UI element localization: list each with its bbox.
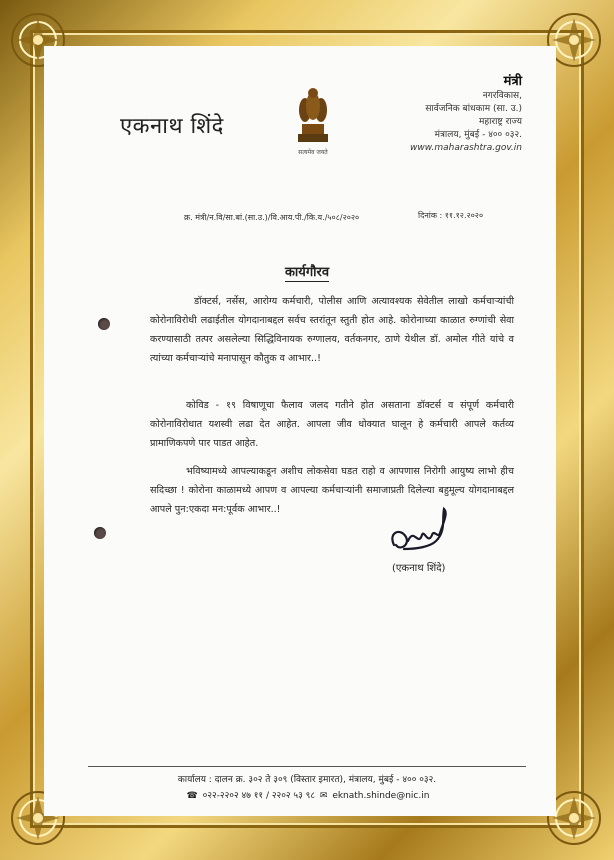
phone-icon: ☎ [186, 791, 198, 801]
subject-text: कार्यगौरव [284, 265, 330, 280]
department-line: नगरविकास, [482, 91, 522, 101]
letter-subject [0, 262, 614, 280]
contact-line [0, 788, 614, 801]
minister-title: मंत्री [503, 74, 522, 89]
sender-name: एकनाथ शिंदे [120, 114, 224, 139]
email-address: eknath.shinde@nic.in [332, 791, 430, 801]
body-paragraph: कोविड - १९ विषाणूचा फैलाव जलद गतीने होत असताना डॉक्टर्स व संपूर्ण कर्मचारी कोरोनाविरोधात यशस्वी लढा देत आहेत. आपला जीव धोक्यात घालून हे कर्मचारी आपले कर्तव्य प्रामाणिकपणे पार पाडत आहेत. [150, 400, 514, 449]
office-address: कार्यालय : दालन क्र. ३०२ ते ३०९ (विस्तार इमारत), मंत्रालय, मुंबई - ४०० ०३२. [177, 775, 437, 785]
website-text: www.maharashtra.gov.in [410, 143, 522, 153]
department-line: सार्वजनिक बांधकाम (सा. उ.) [425, 104, 522, 114]
body-paragraph: भविष्यामध्ये आपल्याकडून अशीच लोकसेवा घडत राहो व आपणास निरोगी आयुष्य लाभो हीच सदिच्छा ! कोरोना काळामध्ये आपण व आपल्या कर्मचाऱ्यांनी समाजाप्रती दिलेल्या बहुमूल्य योगदानाबद्दल आपले पुन:एकदा मन:पूर्वक आभार..! [150, 466, 514, 515]
punch-hole [94, 527, 106, 539]
reference-number: क्र. मंत्री/न.वि/सा.बां.(सा.उ.)/वि.आय.पी./कि.य./५०८/२०२० [184, 213, 360, 222]
body-paragraph: डॉक्टर्स, नर्सेस, आरोग्य कर्मचारी, पोलीस आणि अत्यावश्यक सेवेतील लाखो कर्मचाऱ्यांची कोरोनाविरोधी लढाईतील योगदानाबद्दल सर्वच स्तरांतून स्तुती होत आहे. कोरोनाच्या काळात रुग्णांची सेवा करण्यासाठी तत्पर असलेल्या सिद्धिविनायक रुग्णालय, वर्तकनगर, ठाणे येथील डॉ. अमोल गीते यांचे व त्यांच्या कर्मचाऱ्यांचे मनापासून कौतुक व आभार..! [150, 296, 514, 364]
minister-block [410, 74, 522, 155]
department-line: महाराष्ट्र राज्य [478, 117, 522, 127]
signatory-name: (एकनाथ शिंदे) [392, 563, 446, 574]
phone-number: ०२२-२२०२ ४७ ११ / २२०२ ५३ ९८ [202, 791, 316, 801]
email-icon: ✉ [319, 791, 328, 801]
signature-icon [386, 505, 456, 561]
punch-hole [98, 318, 110, 330]
letter-date: दिनांक : ११.१२.२०२० [418, 211, 484, 220]
emblem-caption: सत्यमेव जयते [298, 149, 328, 156]
footer-divider [88, 766, 526, 767]
office-location: मंत्रालय, मुंबई - ४०० ०३२. [434, 130, 522, 140]
state-emblem-icon [292, 84, 334, 150]
